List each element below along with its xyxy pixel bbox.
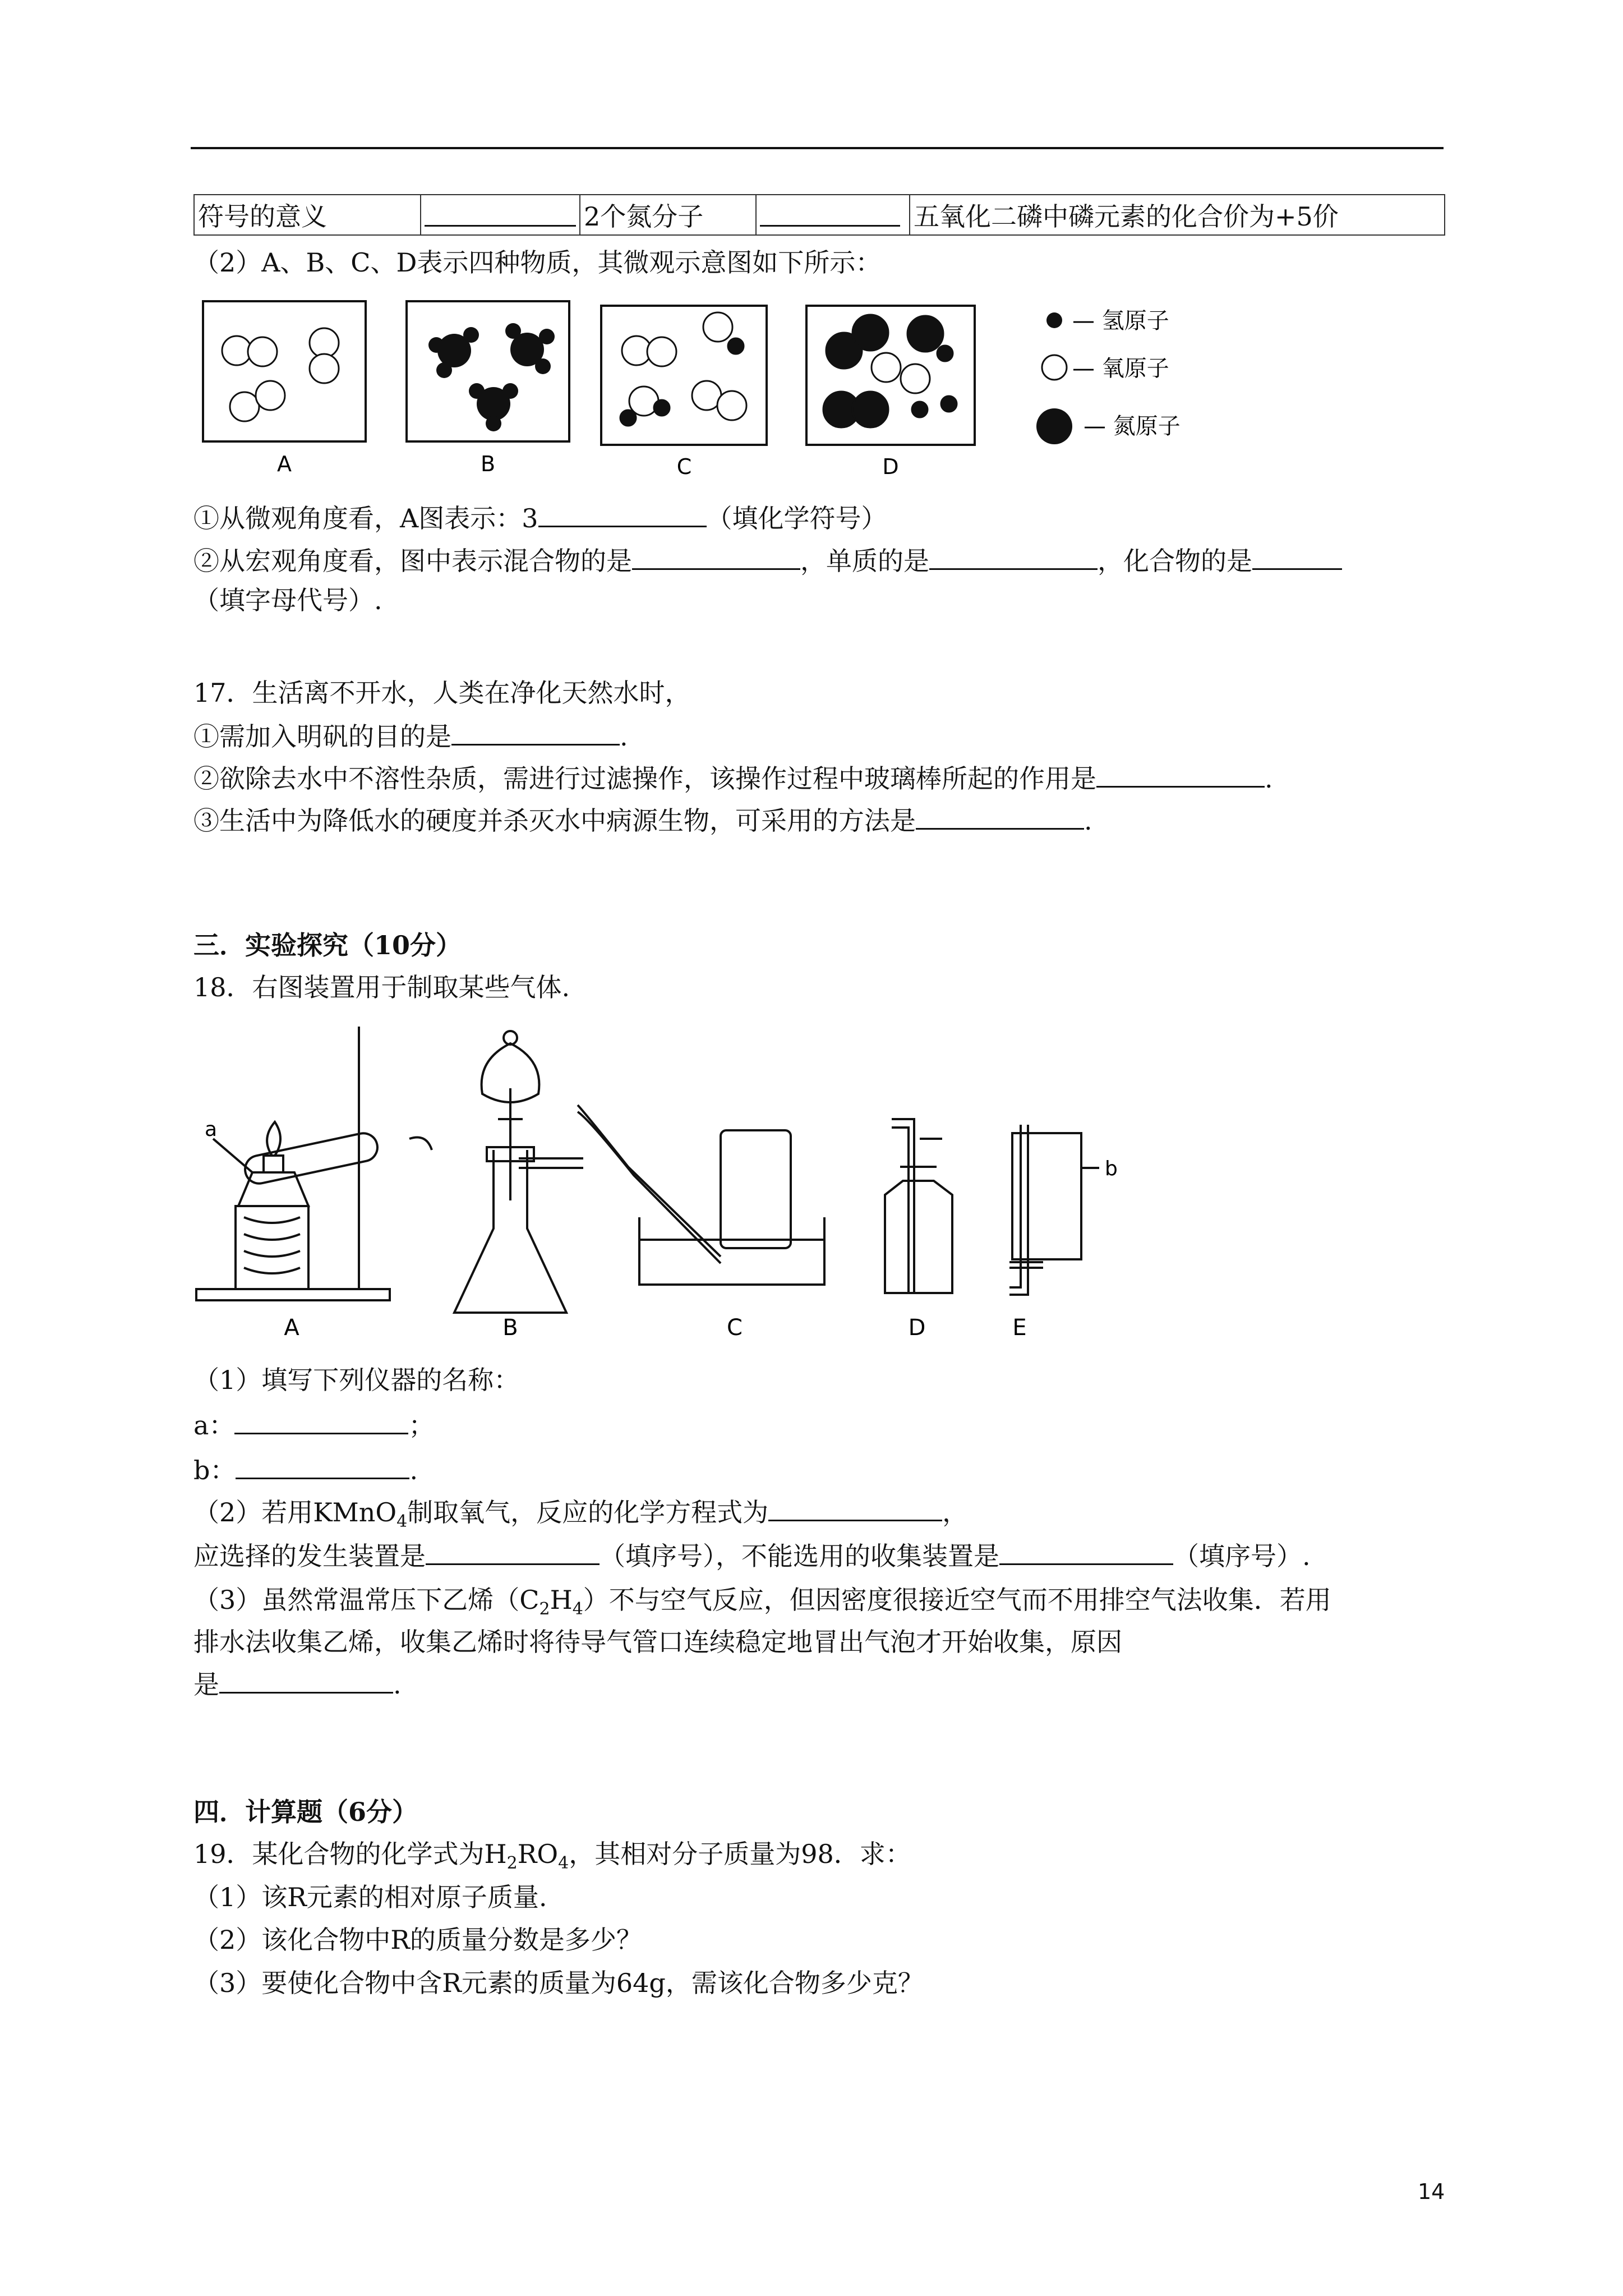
- legend-n-text: — 氮原子: [1083, 413, 1181, 439]
- q18-b-line: b： .: [193, 1453, 418, 1487]
- q18-part2: （2）若用KMnO$_4$制取氧气，反应的化学方程式为 ，: [193, 1495, 968, 1539]
- q19-line1: （1）该R元素的相对原子质量.: [193, 1882, 547, 1912]
- page-number: 14: [1418, 2179, 1445, 2204]
- apparatus-label-c: C: [727, 1315, 743, 1341]
- box-c-molecules: [620, 312, 746, 426]
- q16-line1: ①从微观角度看，A图表示：3 （填化学符号）: [193, 501, 887, 535]
- label-b-pointer: b: [1105, 1157, 1118, 1180]
- legend-o-dot: [1042, 355, 1067, 380]
- q18-part3-line2: 排水法收集乙烯，收集乙烯时将待导气管口连续稳定地冒出气泡才开始收集，原因: [193, 1627, 1122, 1657]
- sec4-title: 四．计算题（6分）: [193, 1797, 418, 1827]
- legend-o-text: — 氧原子: [1072, 356, 1169, 381]
- water-trough: [639, 1217, 824, 1285]
- q17-intro: 17．生活离不开水，人类在净化天然水时，: [193, 678, 691, 708]
- q19-line2: （2）该化合物中R的质量分数是多少？: [193, 1925, 642, 1955]
- box-a-label: A: [277, 452, 292, 476]
- gas-bottle-d: [885, 1181, 952, 1293]
- gas-bottle-e: [1012, 1133, 1081, 1259]
- inverted-bottle: [721, 1130, 791, 1248]
- box-a-molecules: [222, 328, 339, 421]
- delivery-tube-c: [578, 1105, 721, 1257]
- legend-h-dot: [1046, 312, 1062, 328]
- apparatus-label-d: D: [908, 1315, 926, 1341]
- box-b-label: B: [480, 452, 496, 476]
- legend-n-dot: [1036, 408, 1072, 444]
- table-cell-blank-2: [756, 195, 910, 235]
- q18-stem: 18．右图装置用于制取某些气体.: [193, 972, 570, 1002]
- q18-part1: （1）填写下列仪器的名称：: [193, 1365, 520, 1395]
- box-d-molecules: [823, 315, 957, 427]
- q19-line3: （3）要使化合物中含R元素的质量为64g，需该化合物多少克？: [193, 1968, 924, 1998]
- q17-line2: ②欲除去水中不溶性杂质，需进行过滤操作，该操作过程中玻璃棒所起的作用是 .: [193, 761, 1273, 795]
- q16-part2: （2）A、B、C、D表示四种物质，其微观示意图如下所示：: [193, 247, 882, 278]
- tube-outlet: [409, 1138, 432, 1151]
- q18-a-line: a： ；: [193, 1408, 434, 1442]
- q18-part2-line2: 应选择的发生装置是 （填序号），不能选用的收集装置是 （填序号）.: [193, 1539, 1311, 1573]
- q17-line1: ①需加入明矾的目的是 .: [193, 719, 628, 753]
- box-a-frame: [203, 301, 366, 441]
- box-b-molecules: [428, 323, 555, 431]
- apparatus-diagram: [191, 1021, 1200, 1346]
- pointer-a: [213, 1139, 252, 1172]
- table-cell-phosphorus: 五氧化二磷中磷元素的化合价为+5价: [910, 195, 1445, 235]
- molecule-diagram: [191, 289, 1256, 491]
- label-a-pointer: a: [205, 1118, 218, 1141]
- q18-part3-line1: （3）虽然常温常压下乙烯$(C_2H_4)$不与空气反应，但因密度很接近空气而不用排空气法收集．若用: [193, 1585, 1331, 1619]
- q17-line3: ③生活中为降低水的硬度并杀灭水中病源生物，可采用的方法是 .: [193, 803, 1092, 838]
- box-c-label: C: [676, 454, 692, 479]
- q18-part3-line3: 是 .: [193, 1667, 402, 1701]
- table-cell-two-nitrogen: 2个氮分子: [580, 195, 756, 235]
- apparatus-label-b: B: [502, 1315, 518, 1341]
- symbol-table: [193, 194, 1445, 236]
- table-cell-blank-1: [421, 195, 580, 235]
- header-rule: [191, 147, 1444, 149]
- table-cell-meaning: 符号的意义: [194, 195, 421, 235]
- q16-line3: （填字母代号）.: [193, 585, 382, 615]
- box-d-label: D: [882, 454, 899, 479]
- q16-line2: ②从宏观角度看，图中表示混合物的是 ，单质的是 ，化合物的是: [193, 544, 1342, 578]
- sec3-title: 三．实验探究（10分）: [193, 930, 462, 960]
- q19-stem: 19．某化合物的化学式为$H_2RO_4$，其相对分子质量为98．求：: [193, 1839, 911, 1874]
- stand-base: [196, 1289, 390, 1300]
- apparatus-label-a: A: [284, 1315, 299, 1341]
- apparatus-label-e: E: [1012, 1315, 1027, 1341]
- legend-h-text: — 氢原子: [1072, 308, 1169, 334]
